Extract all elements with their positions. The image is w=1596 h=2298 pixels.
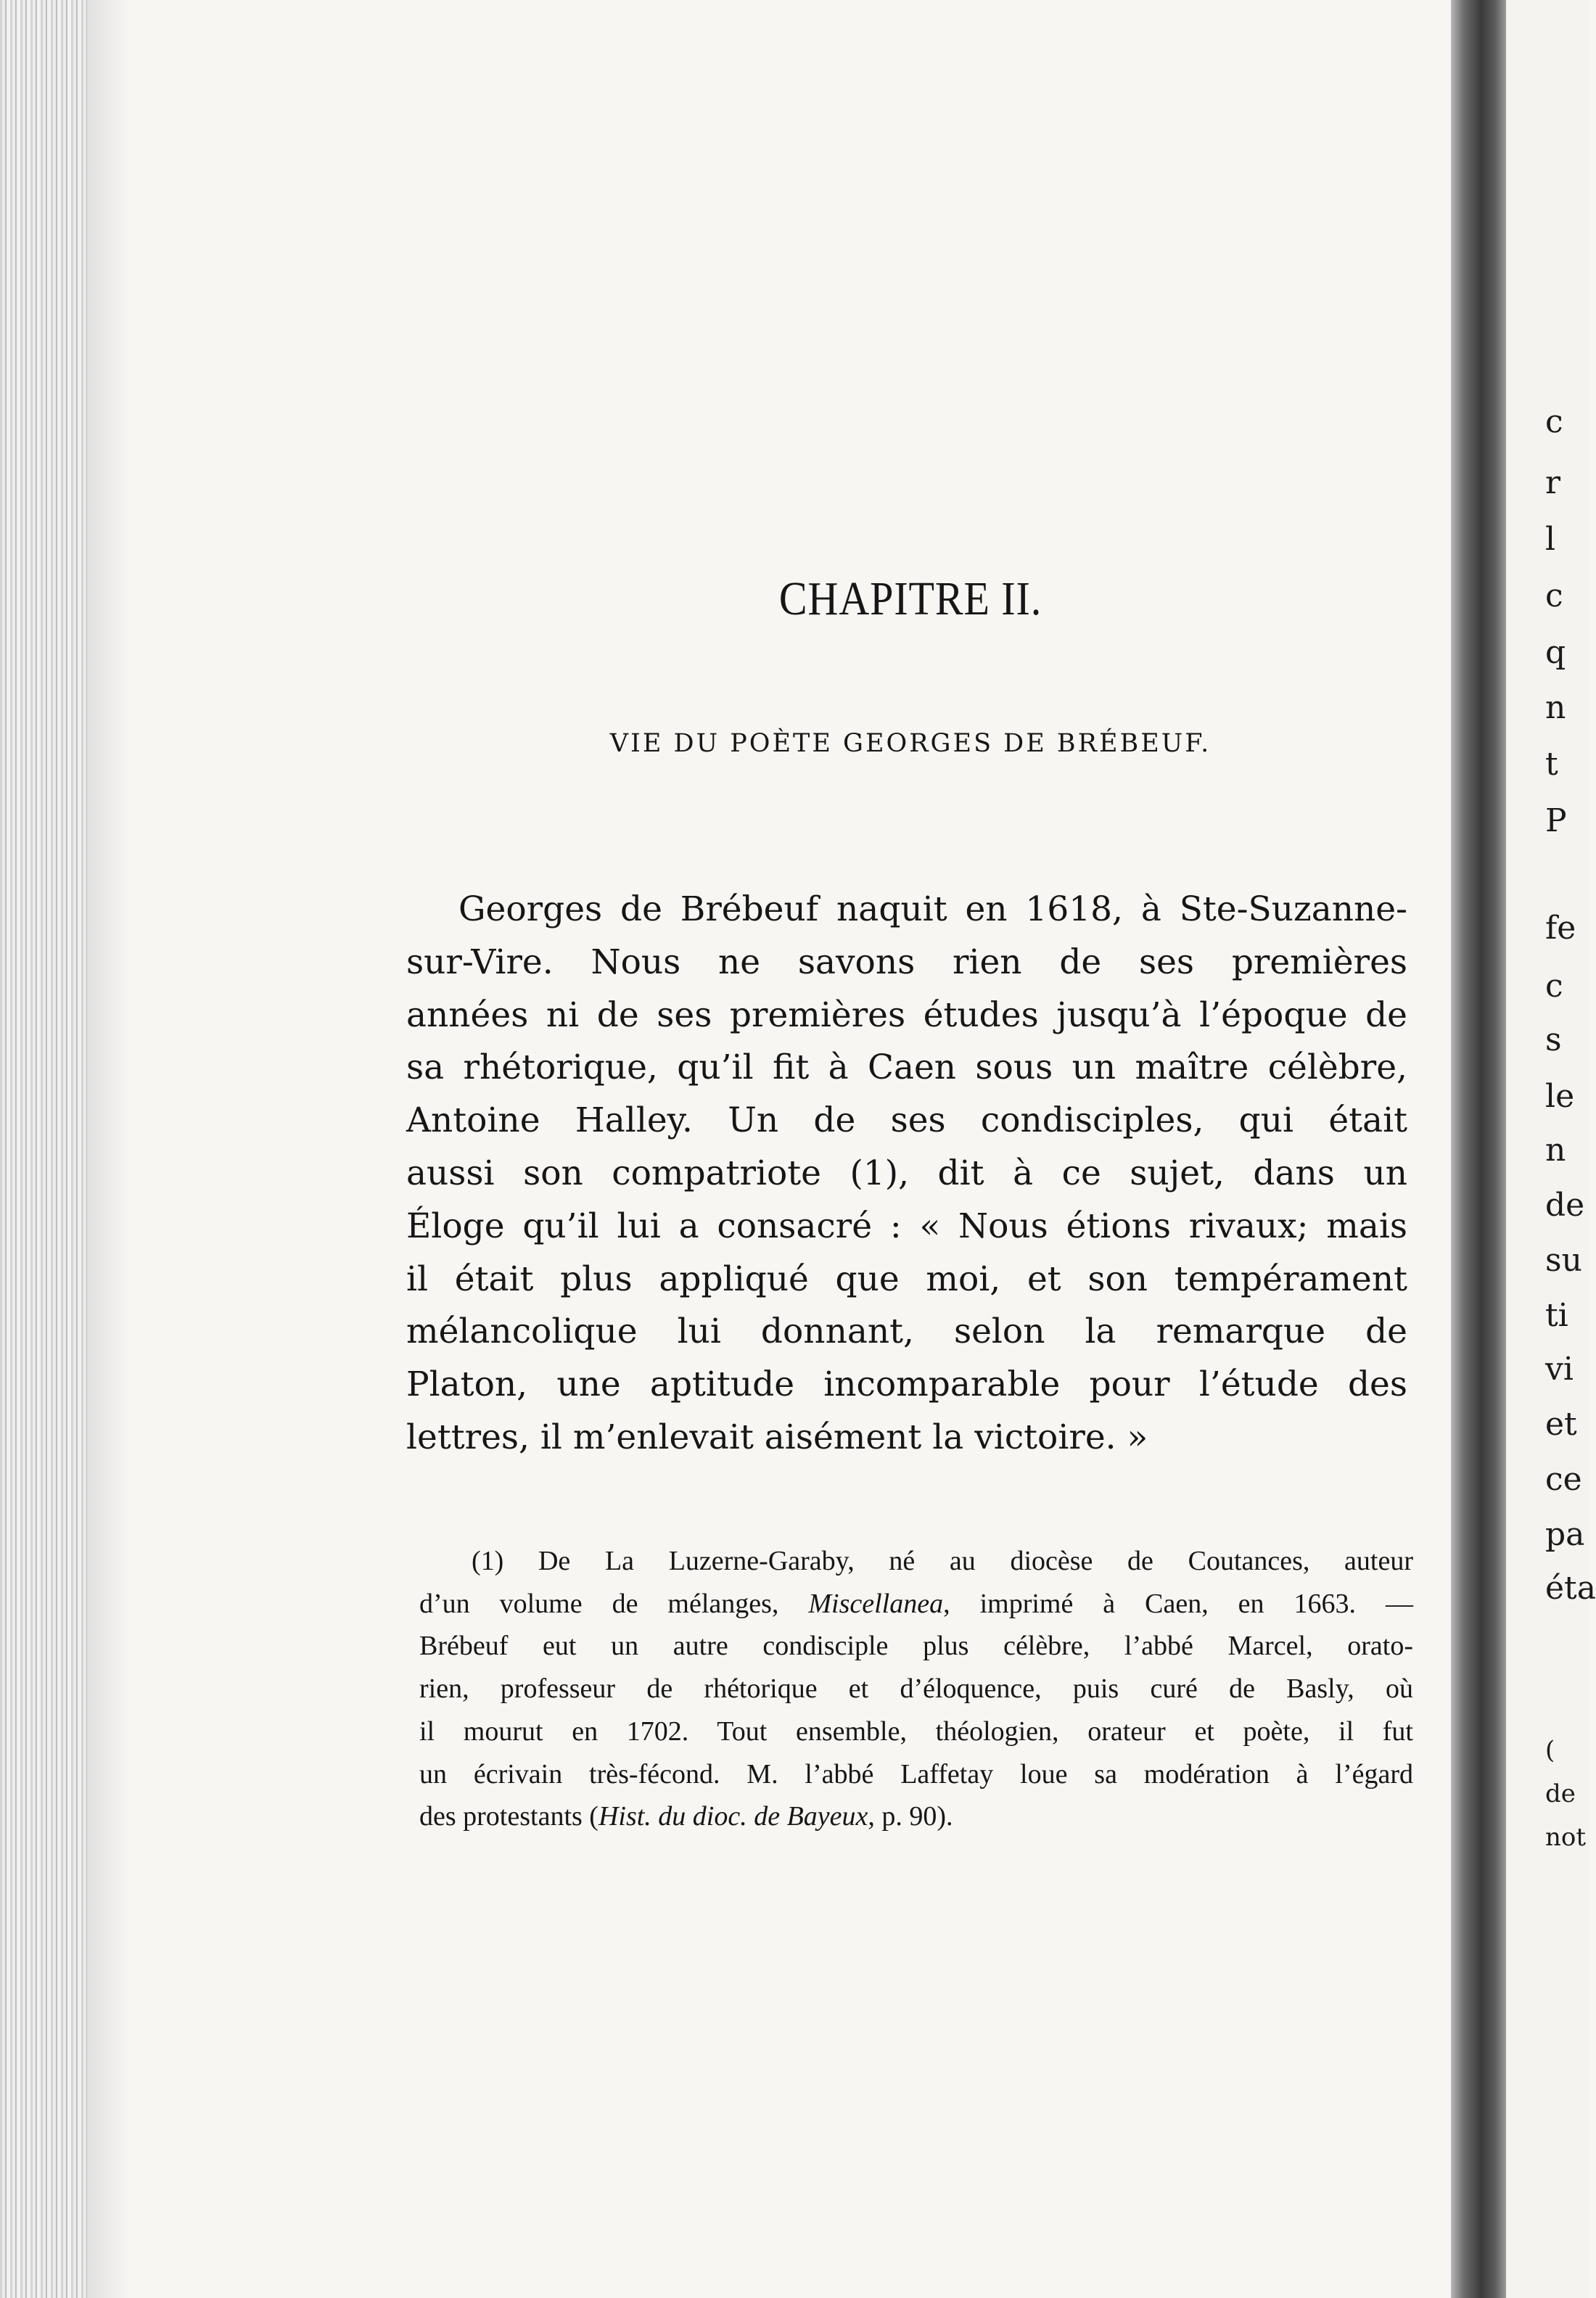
footnote-italic-reference: Hist. du dioc. de Bayeux <box>598 1801 868 1832</box>
facing-page-edge <box>1506 0 1596 2298</box>
facing-page-fragment: l <box>1545 521 1556 558</box>
facing-page-fragment: P <box>1545 802 1567 839</box>
facing-page-fragment: fe <box>1545 910 1576 947</box>
footnote-line <box>419 1583 1413 1626</box>
left-page-edges <box>0 0 87 2298</box>
body-line: lettres, il m’enlevait aisément la victoire. » <box>406 1417 1148 1457</box>
facing-page-fragment: not <box>1545 1823 1587 1852</box>
facing-page-fragment: ( <box>1545 1736 1555 1765</box>
facing-page-fragment: et <box>1545 1406 1577 1443</box>
footnote-line: (1) De La Luzerne-Garaby, né au diocèse de Coutances, auteur <box>472 1546 1413 1576</box>
footnote-italic-title: Miscellanea <box>808 1588 944 1619</box>
facing-page-fragment: de <box>1545 1779 1576 1808</box>
facing-page-fragment: c <box>1545 403 1563 440</box>
facing-page-fragment: le <box>1545 1078 1575 1115</box>
facing-page-fragment: s <box>1545 1021 1562 1058</box>
facing-page-fragment: ti <box>1545 1297 1568 1334</box>
footnote-text: , imprimé à Caen, en 1663. — <box>943 1588 1413 1619</box>
facing-page-fragment: pa <box>1545 1516 1585 1553</box>
body-line: sur-Vire. Nous ne savons rien de ses premières <box>406 942 1407 982</box>
body-paragraph <box>406 884 1407 1465</box>
left-page-shadow <box>87 0 131 2298</box>
book-gutter <box>1451 0 1506 2298</box>
body-line: sa rhétorique, qu’il fit à Caen sous un maître célèbre, <box>406 1047 1407 1088</box>
footnote-line: il mourut en 1702. Tout ensemble, théologien, orateur et poète, il fut <box>419 1716 1413 1747</box>
footnote-line <box>419 1795 1413 1838</box>
facing-page-fragment: t <box>1545 746 1558 783</box>
footnote-line: Brébeuf eut un autre condisciple plus célèbre, l’abbé Marcel, orato- <box>419 1631 1413 1662</box>
footnote <box>419 1540 1413 1838</box>
body-line: aussi son compatriote (1), dit à ce sujet, dans un <box>406 1153 1407 1193</box>
facing-page-fragment: c <box>1545 968 1563 1005</box>
chapter-subtitle: VIE DU POÈTE GEORGES DE BRÉBEUF. <box>609 729 1212 758</box>
chapter-title: CHAPITRE II. <box>778 572 1042 625</box>
footnote-text: d’un volume de mélanges, <box>419 1588 809 1619</box>
footnote-line: rien, professeur de rhétorique et d’éloquence, puis curé de Basly, où <box>419 1673 1413 1705</box>
facing-page-fragment: de <box>1545 1187 1585 1224</box>
facing-page-fragment: n <box>1545 689 1566 726</box>
facing-page-fragment: q <box>1545 634 1566 671</box>
body-line: Antoine Halley. Un de ses condisciples, qui était <box>406 1100 1407 1141</box>
body-line: il était plus appliqué que moi, et son tempérament <box>406 1259 1407 1299</box>
facing-page-fragment: su <box>1545 1242 1582 1279</box>
facing-page-fragment: r <box>1545 464 1561 501</box>
facing-page-fragment: ce <box>1545 1461 1582 1498</box>
footnote-line: un écrivain très-fécond. M. l’abbé Laffetay loue sa modération à l’égard <box>419 1758 1413 1790</box>
body-line: Platon, une aptitude incomparable pour l’étude des <box>406 1364 1407 1405</box>
facing-page-fragment: n <box>1545 1132 1566 1169</box>
facing-page-fragment: c <box>1545 577 1563 614</box>
facing-page-fragment: éta <box>1545 1570 1596 1607</box>
body-line: mélancolique lui donnant, selon la remarque de <box>406 1311 1407 1352</box>
body-line: Georges de Brébeuf naquit en 1618, à Ste-Suzanne- <box>458 889 1407 929</box>
facing-page-fragment: vi <box>1545 1351 1574 1388</box>
body-line: Éloge qu’il lui a consacré : « Nous étions rivaux; mais <box>406 1206 1407 1246</box>
body-line: années ni de ses premières études jusqu’à l’époque de <box>406 994 1407 1035</box>
footnote-text: des protestants ( <box>419 1801 598 1832</box>
footnote-text: , p. 90). <box>868 1801 953 1832</box>
